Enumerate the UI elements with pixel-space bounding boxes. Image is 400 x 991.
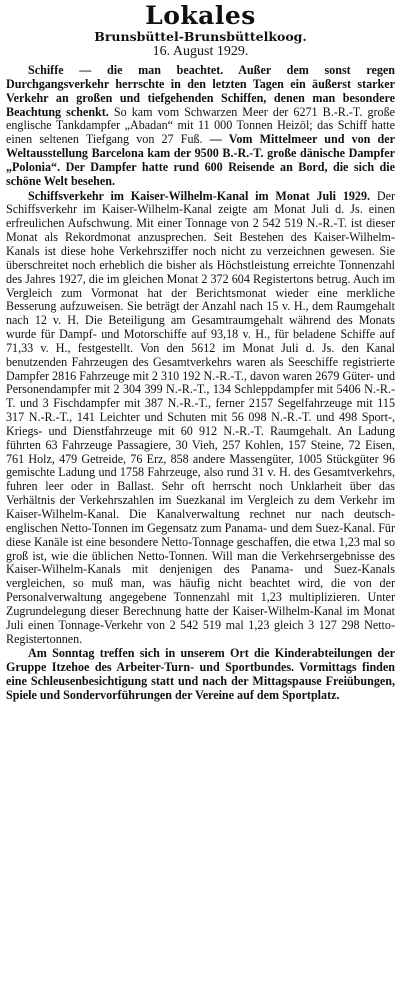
article-schiffe	[6, 64, 395, 189]
article-body: treffen sich in unserem Ort die Kinderabteilungen der Gruppe Itzehoe des Arbeiter-Turn- und Sportbundes. Vormittags finden eine Schleusenbesichtigung statt und nach der Mittagspause Freiübungen, Spiele und Sondervorführungen der Vereine auf dem Sportplatz.	[6, 646, 395, 702]
article-lead: Schiffsverkehr im Kaiser-Wilhelm-Kanal im Monat Juli 1929.	[28, 188, 371, 203]
section-subtitle: Brunsbüttel-Brunsbüttelkoog.	[94, 29, 307, 44]
article-body: So kam vom Schwarzen Meer der 6271 B.-R.-T. große englische Tankdampfer „Abadan“ mit 11 000 Tonnen Heizöl; das Schiff hatte einen seltenen Tiefgang von 27 Fuß.	[6, 104, 395, 147]
article-lead: Am Sonntag	[28, 646, 95, 661]
article-body: Der Schiffsverkehr im Kaiser-Wilhelm-Kanal zeigte am Monat Juli d. Js. einen erfreulichen Aufschwung. Mit einer Tonnage von 2 542 519 N.-R.-T. ist dieser Monat als Rekordmonat anzusprechen. Seit Bestehen des Kaiser-Wilhelm-Kanals ist diese hohe Verkehrsziffer noch nicht zu verzeichnen gewesen. Sie überschreitet noch erheblich die bisher als Höchstleistung erreichte Tonnenzahl des Jahres 1927, die im gleichen Monat 2 372 604 Registertons betrug. Auch im Vergleich zum Vormonat hat der Berichtsmonat wieder eine merkliche Besserung aufzuweisen. Sie beträgt der Anzahl nach 15 v. H., dem Raumgehalt nach 12 v. H. Die Beteiligung am Gesamtraumgehalt während des Monats wurde für Dampf- und Motorschiffe auf 93,18 v. H., für beladene Schiffe auf 71,33 v. H., festgestellt. Von den 5612 im Monat Juli d. Js. den Kanal benutzenden Fahrzeugen des Gesamtverkehrs waren als Seeschiffe registrierte Dampfer 2816 Fahrzeuge mit 2 310 192 N.-R.-T., davon waren 2679 Güter- und Personendampfer mit 2 304 399 N.-R.-T., 134 Schleppdampfer mit 5406 N.-R.-T. und 3 Fischdampfer mit 387 N.-R.-T., ferner 2157 Segelfahrzeuge mit 115 317 N.-R.-T., 141 Leichter und Schuten mit 56 098 N.-R.-T. und 498 Sport-, Kriegs- und Dienstfahrzeuge mit 60 912 N.-R.-T. Raumgehalt. An Ladung führten 63 Fahrzeuge Passagiere, 30 Vieh, 257 Kohlen, 157 Steine, 72 Eisen, 761 Holz, 479 Getreide, 76 Erz, 858 andere Massengüter, 1005 Stückgüter 96 gemischte Ladung und 1758 Fahrzeuge, also rund 31 v. H. des Gesamtverkehrs, fuhren leer oder in Ballast. Sehr oft herrscht noch Unklarheit über das Verhältnis der Verkehrszahlen im Suezkanal im Vergleich zu dem Verkehr im Kaiser-Wilhelm-Kanal. Die Kanalverwaltung rechnet nur nach deutsch-englischen Netto-Tonnen im Gegensatz zum Panama- und dem Suez-Kanal. Für diese Kanäle ist eine besondere Netto-Tonnage geschaffen, die etwa 1,23 mal so groß ist, wie die üblichen Netto-Tonnen. Will man die Verkehrsergebnisse des Kaiser-Wilhelm-Kanals mit denjenigen des Panama- und Suez-Kanals vergleichen, so muß man, was häufig nicht beachtet wird, die von der Personalverwaltung angegebene Tonnenzahl mit 1,23 multiplizieren. Unter Zugrundelegung dieser Berechnung hatte der Kaiser-Wilhelm-Kanal im Monat Juli einen Tonnage-Verkehr von 2 542 519 mal 1,23 gleich 3 127 298 Netto-Registertonnen.	[6, 188, 395, 646]
article-sonntag	[6, 647, 395, 702]
article-lead: Schiffe — die man beachtet.	[28, 63, 224, 77]
dateline: 16. August 1929.	[152, 44, 249, 59]
section-title: Lokales	[145, 1, 256, 30]
article-body-bold: Außer dem sonst regen Durchgangsverkehr herrschte in den letzten Tagen ein äußerst starker Verkehr an großen und tiefgehenden Schiffen, denen man besondere Beachtung schenkt.	[6, 63, 395, 119]
article-body-bold: — Vom Mittelmeer und von der Weltausstellung Barcelona kam der 9500 B.-R.-T. große dänische Dampfer „Polonia“. Der Dampfer hatte rund 600 Reisende an Bord, die sich die schöne Welt besehen.	[6, 132, 395, 188]
article-kanalverkehr	[6, 190, 395, 647]
